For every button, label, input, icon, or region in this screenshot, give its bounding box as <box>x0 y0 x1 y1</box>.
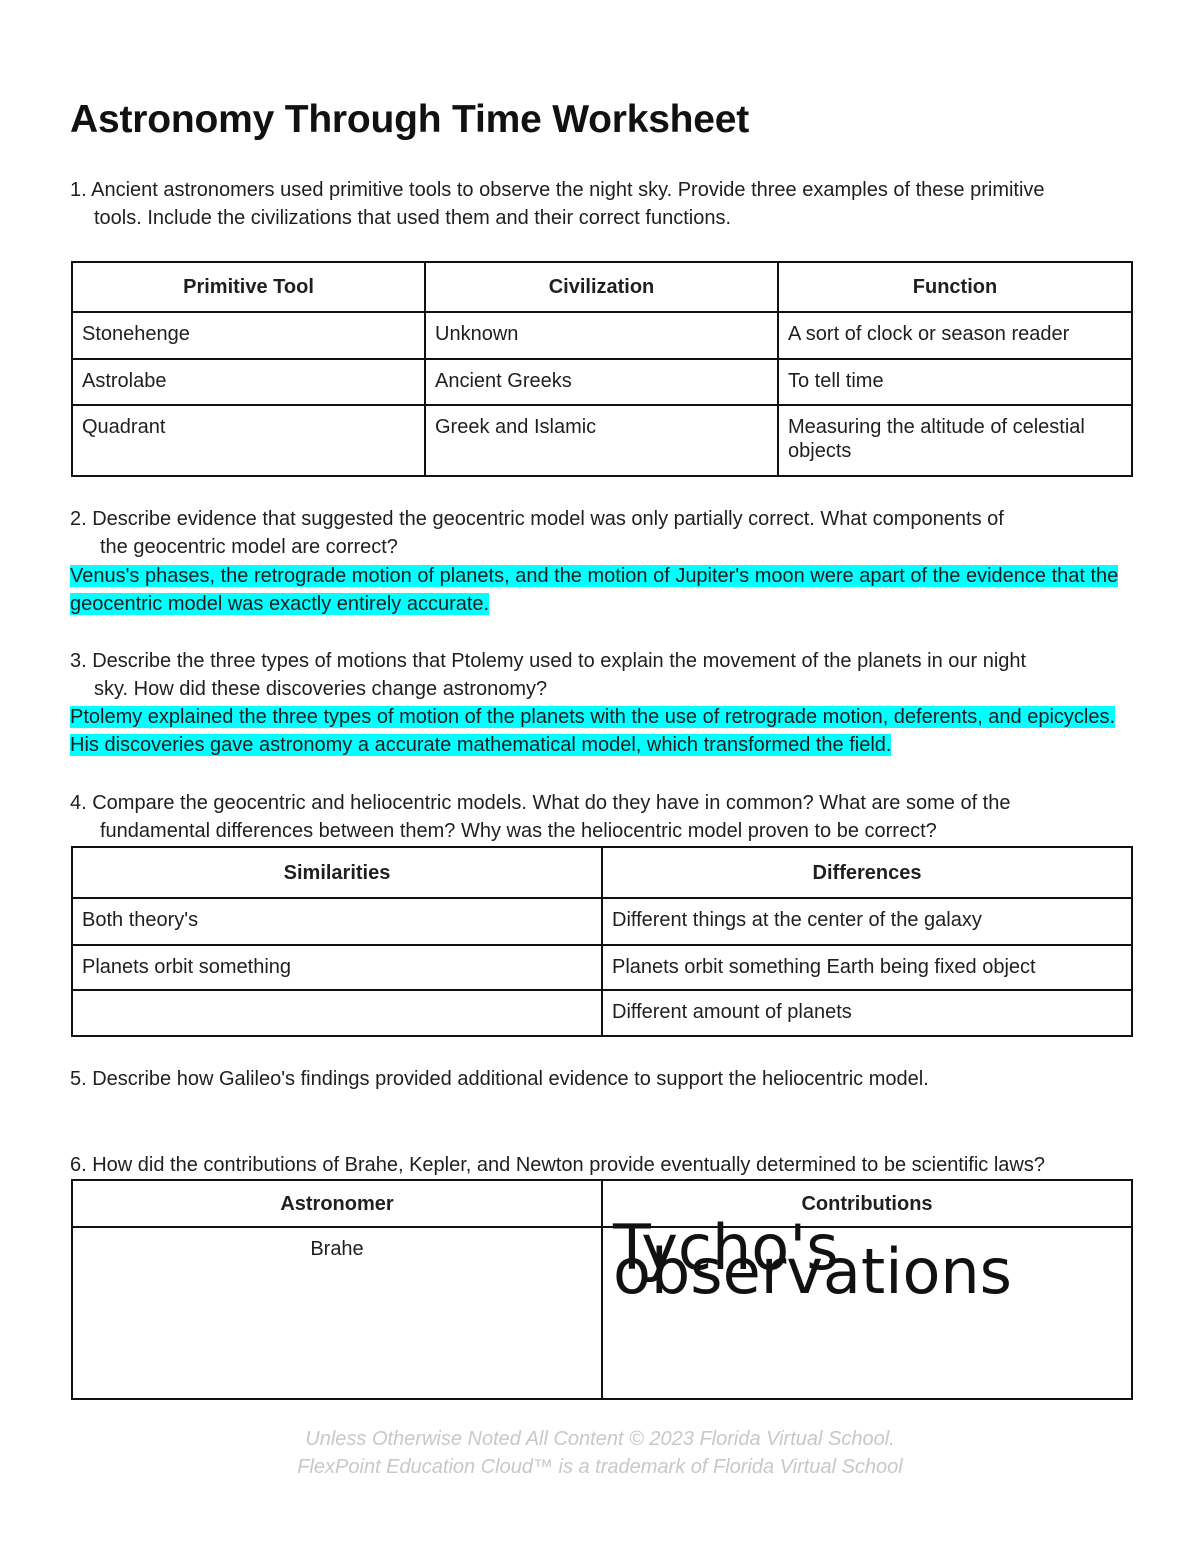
table-cell: Planets orbit something Earth being fixed object <box>602 945 1132 990</box>
footer <box>0 1425 1200 1481</box>
question-1-line-1: 1. Ancient astronomers used primitive tools to observe the night sky. Provide three examples of these primitive <box>70 179 1045 201</box>
question-4-line-2: fundamental differences between them? Why was the heliocentric model proven to be correct? <box>100 820 937 842</box>
answer-3-text: Ptolemy explained the three types of motion of the planets with the use of retrograde motion, deferents, and epicycles. His discoveries gave astronomy a accurate mathematical model, which transformed the field. <box>70 706 1116 756</box>
table-cell: A sort of clock or season reader <box>778 312 1132 359</box>
table-cell: Different things at the center of the galaxy <box>602 898 1132 945</box>
question-2 <box>70 505 1130 561</box>
astronomer-cell: Brahe <box>72 1227 602 1399</box>
question-2-line-2: the geocentric model are correct? <box>100 536 398 558</box>
question-1 <box>70 176 1130 232</box>
footer-trademark: FlexPoint Education Cloud™ is a trademark of Florida Virtual School <box>297 1456 903 1478</box>
table-cell: Quadrant <box>72 405 425 476</box>
table-cell: Different amount of planets <box>602 990 1132 1036</box>
header-astronomer: Astronomer <box>72 1180 602 1227</box>
table-row <box>72 1227 1132 1399</box>
table-row <box>72 359 1132 405</box>
table-header-row <box>72 847 1132 898</box>
table-cell: Both theory's <box>72 898 602 945</box>
header-civilization: Civilization <box>425 262 778 312</box>
table-cell: To tell time <box>778 359 1132 405</box>
answer-3 <box>70 703 1130 759</box>
question-3-line-1: 3. Describe the three types of motions that Ptolemy used to explain the movement of the planets in our night <box>70 650 1027 672</box>
page-title: Astronomy Through Time Worksheet <box>70 98 750 141</box>
table-cell: Stonehenge <box>72 312 425 359</box>
header-similarities: Similarities <box>72 847 602 898</box>
header-function: Function <box>778 262 1132 312</box>
table-cell: Ancient Greeks <box>425 359 778 405</box>
answer-2 <box>70 562 1130 618</box>
table-row <box>72 898 1132 945</box>
question-4-line-1: 4. Compare the geocentric and heliocentric models. What do they have in common? What are some of the <box>70 792 1011 814</box>
question-6 <box>70 1151 1130 1179</box>
astronomers-table <box>71 1179 1133 1400</box>
table-row <box>72 312 1132 359</box>
table-cell: Unknown <box>425 312 778 359</box>
table-cell: Planets orbit something <box>72 945 602 990</box>
question-2-line-1: 2. Describe evidence that suggested the geocentric model was only partially correct. What components of <box>70 508 1004 530</box>
contribution-cell: Tycho's observations <box>602 1227 1132 1399</box>
table-cell: Greek and Islamic <box>425 405 778 476</box>
table-header-row <box>72 262 1132 312</box>
answer-2-text: Venus's phases, the retrograde motion of planets, and the motion of Jupiter's moon were apart of the evidence that the geocentric model was exactly entirely accurate. <box>70 565 1119 615</box>
table-cell: Astrolabe <box>72 359 425 405</box>
models-comparison-table <box>71 846 1133 1037</box>
question-5-line-1: 5. Describe how Galileo's findings provided additional evidence to support the heliocentric model. <box>70 1068 929 1090</box>
header-contributions: Contributions <box>602 1180 1132 1227</box>
table-cell <box>72 990 602 1036</box>
primitive-tools-table <box>71 261 1133 477</box>
question-3 <box>70 647 1130 703</box>
question-4 <box>70 789 1130 845</box>
table-header-row <box>72 1180 1132 1227</box>
header-differences: Differences <box>602 847 1132 898</box>
question-1-line-2: tools. Include the civilizations that used them and their correct functions. <box>94 207 732 229</box>
question-5 <box>70 1065 1130 1093</box>
header-primitive-tool: Primitive Tool <box>72 262 425 312</box>
table-row <box>72 990 1132 1036</box>
table-row <box>72 945 1132 990</box>
table-row <box>72 405 1132 476</box>
table-cell: Measuring the altitude of celestial objects <box>778 405 1132 476</box>
question-6-line-1: 6. How did the contributions of Brahe, Kepler, and Newton provide eventually determined to be scientific laws? <box>70 1154 1045 1176</box>
footer-copyright: Unless Otherwise Noted All Content © 2023 Florida Virtual School. <box>305 1428 895 1450</box>
question-3-line-2: sky. How did these discoveries change astronomy? <box>94 678 548 700</box>
